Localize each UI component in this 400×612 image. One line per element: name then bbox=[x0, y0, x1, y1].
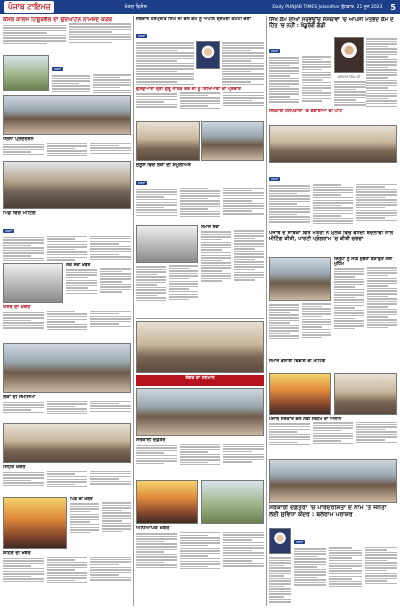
article bbox=[269, 37, 331, 107]
headline: ਸਮਾਜ ਸੇਵਾ bbox=[201, 225, 220, 230]
headline: ਸਰਕਾਰੀ ਹਸਪਤਾਲਾਂ 'ਚ ਦਵਾਈਆਂ ਦੀ ਘਾਟ bbox=[269, 109, 343, 114]
byline-tag: ਖ਼ਬਰਾਂ bbox=[138, 180, 146, 185]
masthead bbox=[0, 0, 400, 14]
article bbox=[334, 80, 366, 107]
article bbox=[136, 163, 264, 223]
news-photo bbox=[269, 257, 331, 301]
article bbox=[3, 137, 131, 159]
article bbox=[201, 225, 264, 315]
headline: ਅਧਿਆਪਕ ਖ਼ਬਰ bbox=[136, 526, 170, 531]
article bbox=[269, 303, 331, 357]
headline: ਪੰਜਾਬ ਦੇ ਸਾਬਕਾ ਵਿੱਤ ਮੰਤਰੀ ਨੇ ਮੁਲਕ ਵਿੱਚ ਵਧਦੀ ਬਦਲਾਵੀ ਨਾਲ ਮੀਟਿੰਗ ਕੀਤੀ, ਪਾਰਟੀ ਪ੍ਰੋਗਰਾਮ 'ਚ ਕੀਤੀ ਚਰਚਾ bbox=[269, 231, 394, 242]
article bbox=[366, 37, 397, 107]
byline-tag: ਖ਼ਬਰਾਂ bbox=[138, 34, 146, 39]
article bbox=[269, 417, 397, 457]
article bbox=[269, 359, 397, 371]
photo-caption: ਜਥੇਦਾਰ ਸਿੰਘ ਜੀ bbox=[337, 75, 361, 79]
article bbox=[136, 41, 194, 85]
news-photo bbox=[269, 125, 397, 163]
section-label: ਖੇਤਰ ਵਿਸ਼ੇਸ਼ bbox=[124, 4, 147, 10]
article bbox=[3, 211, 131, 261]
section-rule bbox=[136, 318, 264, 319]
news-photo bbox=[136, 480, 198, 524]
headline: ਜ਼ਿਲ੍ਹਾ ਨੂੰ ਸਾਫ਼ ਸੁਥਰਾ ਬਣਾਉਣ ਲਈ ਮੁਹਿੰਮ bbox=[334, 257, 393, 268]
article bbox=[334, 257, 397, 357]
news-photo bbox=[3, 55, 49, 91]
article bbox=[136, 17, 264, 41]
headline: ਸਰਕਾਰੀ ਦਫ਼ਤਰ bbox=[136, 438, 166, 443]
article-body bbox=[3, 23, 131, 44]
article bbox=[269, 505, 397, 525]
news-photo bbox=[3, 263, 63, 303]
news-photo bbox=[3, 343, 131, 393]
article bbox=[3, 17, 131, 53]
news-photo bbox=[136, 225, 198, 263]
news-photo bbox=[136, 321, 264, 373]
article bbox=[269, 165, 397, 229]
article bbox=[269, 231, 397, 255]
headline: ਕੌਂਸਲ ਕਾਲਜ ਟਿਊਬਵੈੱਲ ਦਾ ਉਦਘਾਟਨ ਨਾਮਜ਼ਦ ਕਰਕ bbox=[3, 17, 113, 23]
headline: ਧਰਨਾ ਪ੍ਰਦਰਸ਼ਨ bbox=[3, 137, 34, 142]
news-photo bbox=[269, 373, 331, 415]
byline-tag: ਖ਼ਬਰਾਂ bbox=[54, 67, 62, 71]
article bbox=[222, 41, 264, 85]
news-photo bbox=[201, 480, 264, 524]
headline: ਲੋਕਾਂ ਦੀ ਸਮੱਸਿਆ bbox=[3, 395, 36, 400]
article bbox=[294, 528, 397, 606]
news-photo bbox=[3, 423, 131, 463]
headline: ਸਰਕਾਰੀ ਦਫ਼ਤਰਾਂ 'ਚ ਪਾਰਦਰਸ਼ਿਤਾ ਦੇ ਨਾਮ 'ਤੇ ਜਨਤਾ ਲਈ ਸੁਵਿਧਾ ਕੇਂਦਰ : ਬਲਰਾਮ ਪਰਾਸ਼ਰ bbox=[269, 505, 387, 518]
headline-banner bbox=[136, 375, 264, 386]
news-photo bbox=[136, 121, 200, 161]
portrait-photo bbox=[334, 37, 364, 73]
byline-tag: ਖ਼ਬਰਾਂ bbox=[271, 177, 279, 181]
article bbox=[269, 17, 397, 35]
news-photo bbox=[201, 121, 264, 161]
headline: ਜੁਲੂਸ ਵਿੱਚ ਲੋਕਾਂ ਦੀ ਸ਼ਮੂਲੀਅਤ bbox=[136, 163, 191, 168]
page-number: 5 bbox=[390, 2, 396, 12]
column-divider bbox=[266, 16, 267, 606]
headline: ਪਿੰਡ ਦੀ ਖ਼ਬਰ bbox=[70, 497, 93, 502]
news-photo bbox=[3, 95, 131, 135]
article bbox=[3, 305, 131, 341]
portrait-photo bbox=[269, 528, 291, 554]
headline: ਜਥੇਦਾਰ ਹਰਪ੍ਰੀਤ ਸਿੰਘ ਜੀ ਵੱਲੋਂ ਕੌਮ ਨੂੰ ਅਪੀਲ ਸ਼੍ਰੋਮਣੀ ਕਮੇਟੀ ਚੋਣਾਂ bbox=[136, 17, 251, 22]
article bbox=[136, 87, 264, 119]
headline: ਖੇਤਰ ਦੀ ਖ਼ਬਰ bbox=[3, 305, 31, 310]
article bbox=[3, 465, 131, 495]
headline: ਗੁਰਦੁਆਰਾ ਸ਼੍ਰੀ ਗੁਰੂ ਨਾਨਕ ਦੇਵ ਜੀ ਨੂੰ ਸਿੱਖਿਆਵਾਂ ਦਾ ਪ੍ਰਚਾਰ bbox=[136, 87, 241, 92]
headline: ਸਮਾਜ ਭਲਾਈ ਵਿਭਾਗ ਦੀ ਮੀਟਿੰਗ bbox=[269, 359, 326, 364]
byline-tag: ਖ਼ਬਰਾਂ bbox=[296, 540, 304, 544]
article bbox=[70, 497, 131, 549]
byline-tag: ਖ਼ਬਰਾਂ bbox=[271, 49, 279, 53]
article bbox=[3, 395, 131, 421]
article bbox=[269, 556, 291, 606]
news-photo bbox=[3, 161, 131, 209]
byline-tag: ਖ਼ਬਰਾਂ bbox=[5, 228, 13, 233]
article bbox=[269, 109, 397, 123]
news-photo bbox=[334, 373, 397, 415]
column-divider bbox=[133, 16, 134, 606]
article bbox=[136, 438, 264, 478]
article bbox=[136, 265, 198, 315]
edition-dateline: Daily PUNJAB TIMES Jalandhar ਬੁੱਧਵਾਰ, 21 ਜੂਨ 2023 bbox=[272, 5, 383, 10]
headline: ਸਿੱਖ ਕੌਮ ਦੀਆਂ ਸਰਵਉੱਚ ਸੰਸਥਾਵਾਂ 'ਚ ਆਪਸੀ ਮਤਭੇਦ ਕੌਮ ਦੇ ਹਿੱਤ 'ਚ ਨਹੀਂ : ਖੰਡੂਰੰਗੇ ਗੰਡੀ bbox=[269, 17, 394, 30]
article bbox=[66, 263, 131, 303]
article bbox=[136, 526, 264, 606]
headline: ਸਿਹਤ ਖ਼ਬਰ bbox=[3, 465, 26, 470]
headline: ਸ਼ਹਿਰ ਦੀ ਖ਼ਬਰ bbox=[3, 551, 31, 556]
headline: ਪੰਜਾਬ ਸਰਕਾਰ ਵੱਲੋਂ ਨਵੀਂ ਸਕੀਮ ਦਾ ਐਲਾਨ bbox=[269, 417, 342, 422]
newspaper-logo: ਪੰਜਾਬ ਟਾਇਮਜ਼ bbox=[4, 1, 54, 13]
portrait-photo bbox=[196, 41, 220, 69]
news-photo bbox=[269, 459, 397, 503]
article bbox=[52, 55, 131, 93]
news-photo bbox=[136, 388, 264, 436]
headline: ਪਿੰਡ ਵਿੱਚ ਮੀਟਿੰਗ bbox=[3, 211, 36, 216]
article bbox=[3, 551, 131, 606]
headline: ਸੰਗਤ ਦਾ ਸਨਮਾਨ bbox=[185, 376, 215, 381]
news-photo bbox=[3, 497, 67, 549]
headline: ਲੋਕ ਸੇਵਾ ਖ਼ਬਰ bbox=[66, 263, 91, 268]
